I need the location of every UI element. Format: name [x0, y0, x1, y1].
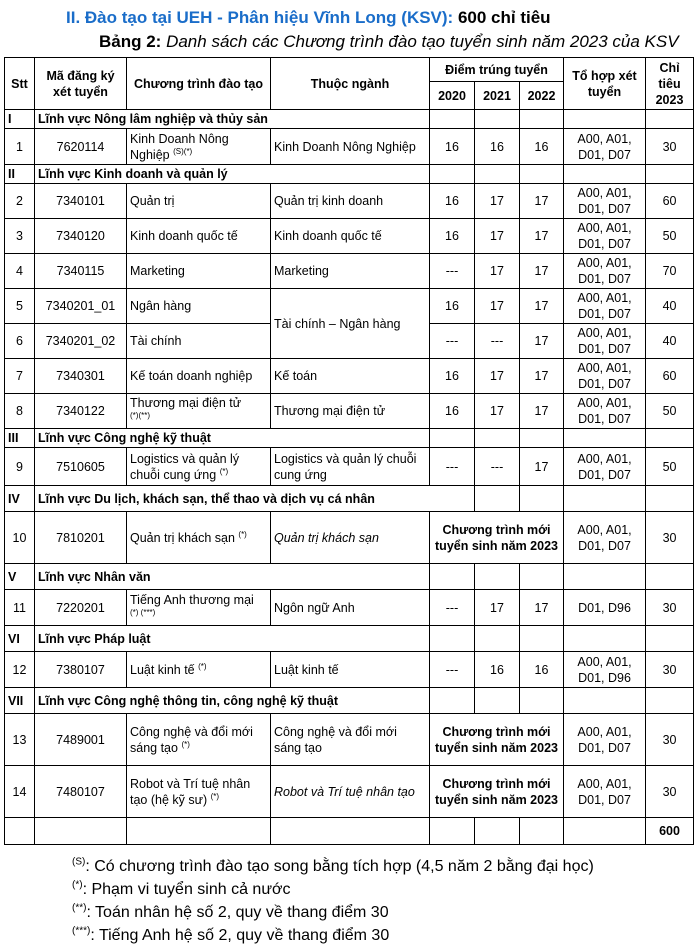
row-2022: 17	[520, 184, 564, 219]
row-2021: 17	[475, 590, 520, 626]
footnote: (***): Tiếng Anh hệ số 2, quy về thang điểm 30	[72, 925, 390, 944]
row-quota: 30	[646, 129, 694, 165]
section-row	[5, 564, 694, 590]
col-major: Thuộc ngành	[271, 58, 430, 110]
section-name: Lĩnh vực Kinh doanh và quản lý	[35, 165, 430, 184]
table-row	[5, 714, 694, 766]
title-prefix: II. Đào tạo tại UEH - Phân hiệu Vĩnh Long (KSV):	[66, 8, 454, 27]
row-2020: 16	[430, 289, 475, 324]
col-score-group: Điểm trúng tuyển	[430, 58, 564, 82]
footnote-mark: (*)	[72, 879, 83, 891]
row-2020: 16	[430, 394, 475, 429]
row-program: Kế toán doanh nghiệp	[127, 359, 271, 394]
row-quota: 60	[646, 359, 694, 394]
footnotes	[72, 855, 594, 947]
row-stt: 14	[5, 766, 35, 818]
row-code: 7340120	[35, 219, 127, 254]
row-major: Logistics và quản lý chuỗi cung ứng	[271, 448, 430, 486]
row-quota: 40	[646, 324, 694, 359]
table-row	[5, 129, 694, 165]
row-combo: A00, A01, D01, D07	[564, 254, 646, 289]
row-code: 7340115	[35, 254, 127, 289]
col-2022: 2022	[520, 82, 564, 110]
section-name: Lĩnh vực Công nghệ thông tin, công nghệ kỹ thuật	[35, 688, 430, 714]
row-combo: A00, A01, D01, D07	[564, 184, 646, 219]
table-row	[5, 394, 694, 429]
row-code: 7340301	[35, 359, 127, 394]
row-major: Quản trị khách sạn	[271, 512, 430, 564]
row-combo: A00, A01, D01, D07	[564, 714, 646, 766]
caption-label: Bảng 2:	[99, 32, 162, 51]
row-stt: 4	[5, 254, 35, 289]
footnote-mark: (*)	[198, 661, 207, 671]
row-quota: 30	[646, 766, 694, 818]
footnote-mark: (*)	[219, 466, 229, 476]
section-row	[5, 165, 694, 184]
row-program: Luật kinh tế (*)	[127, 652, 271, 688]
row-program: Logistics và quản lý chuỗi cung ứng (*)	[127, 448, 271, 486]
row-combo: A00, A01, D01, D96	[564, 652, 646, 688]
row-stt: 10	[5, 512, 35, 564]
row-2022: 17	[520, 324, 564, 359]
row-quota: 50	[646, 394, 694, 429]
row-program: Ngân hàng	[127, 289, 271, 324]
footnote: $^{(S)}$: Có chương trình đào tạo song bằng tích hợp (4,5 năm 2 bằng đại học)	[72, 856, 594, 875]
footnote-mark: (*) (***)	[130, 607, 156, 617]
row-2022: 17	[520, 219, 564, 254]
row-major: Tài chính – Ngân hàng	[271, 289, 430, 359]
row-code: 7380107	[35, 652, 127, 688]
section-name: Lĩnh vực Công nghệ kỹ thuật	[35, 429, 430, 448]
section-name: Lĩnh vực Du lịch, khách sạn, thể thao và dịch vụ cá nhân	[35, 486, 475, 512]
table-caption	[99, 32, 679, 52]
header-row-1	[5, 58, 694, 82]
section-roman: I	[5, 110, 35, 129]
row-major: Robot và Trí tuệ nhân tạo	[271, 766, 430, 818]
row-program: Thương mại điện tử (*)(**)	[127, 394, 271, 429]
row-stt: 3	[5, 219, 35, 254]
row-2021: ---	[475, 324, 520, 359]
row-2021: 17	[475, 394, 520, 429]
row-program: Quản trị	[127, 184, 271, 219]
row-stt: 2	[5, 184, 35, 219]
row-code: 7480107	[35, 766, 127, 818]
row-2021: 17	[475, 254, 520, 289]
section-row	[5, 688, 694, 714]
row-code: 7340201_01	[35, 289, 127, 324]
section-roman: III	[5, 429, 35, 448]
section-roman: II	[5, 165, 35, 184]
table-row	[5, 289, 694, 324]
row-2020: ---	[430, 652, 475, 688]
row-2020: ---	[430, 324, 475, 359]
row-stt: 12	[5, 652, 35, 688]
row-program: Kinh Doanh Nông Nghiệp $^{(S)(*)}$	[127, 129, 271, 165]
row-2021: 16	[475, 652, 520, 688]
row-combo: A00, A01, D01, D07	[564, 512, 646, 564]
row-code: 7340201_02	[35, 324, 127, 359]
col-quota: Chỉ tiêu 2023	[646, 58, 694, 110]
table-row	[5, 512, 694, 564]
footnote-mark: (*)	[210, 791, 220, 801]
row-major: Kế toán	[271, 359, 430, 394]
row-combo: D01, D96	[564, 590, 646, 626]
row-combo: A00, A01, D01, D07	[564, 324, 646, 359]
row-program: Tài chính	[127, 324, 271, 359]
row-2021: 16	[475, 129, 520, 165]
row-quota: 30	[646, 512, 694, 564]
section-name: Lĩnh vực Nông lâm nghiệp và thủy sản	[35, 110, 430, 129]
row-major: Thương mại điện tử	[271, 394, 430, 429]
row-code: 7510605	[35, 448, 127, 486]
row-2022: 17	[520, 448, 564, 486]
table-row	[5, 652, 694, 688]
row-combo: A00, A01, D01, D07	[564, 219, 646, 254]
total-row	[5, 818, 694, 845]
row-2020: 16	[430, 129, 475, 165]
row-2022: 17	[520, 289, 564, 324]
row-code: 7620114	[35, 129, 127, 165]
row-major: Kinh Doanh Nông Nghiệp	[271, 129, 430, 165]
footnote-mark: (*)(**)	[130, 410, 150, 420]
row-program: Tiếng Anh thương mại (*) (***)	[127, 590, 271, 626]
section-roman: V	[5, 564, 35, 590]
row-stt: 6	[5, 324, 35, 359]
row-code: 7340122	[35, 394, 127, 429]
row-program: Quản trị khách sạn (*)	[127, 512, 271, 564]
footnote-mark: (*)	[238, 529, 247, 539]
col-program: Chương trình đào tạo	[127, 58, 271, 110]
row-stt: 13	[5, 714, 35, 766]
row-2020: ---	[430, 254, 475, 289]
footnote-mark: (S)	[72, 856, 86, 868]
table-row	[5, 359, 694, 394]
row-quota: 40	[646, 289, 694, 324]
row-quota: 30	[646, 590, 694, 626]
col-code: Mã đăng ký xét tuyển	[35, 58, 127, 110]
row-program: Công nghệ và đổi mới sáng tạo (*)	[127, 714, 271, 766]
row-major: Công nghệ và đổi mới sáng tạo	[271, 714, 430, 766]
row-2022: 17	[520, 394, 564, 429]
section-roman: VI	[5, 626, 35, 652]
row-code: 7220201	[35, 590, 127, 626]
row-stt: 5	[5, 289, 35, 324]
table-row	[5, 254, 694, 289]
row-2022: 16	[520, 129, 564, 165]
row-2022: 17	[520, 590, 564, 626]
section-name: Lĩnh vực Nhân văn	[35, 564, 430, 590]
row-2021: 17	[475, 289, 520, 324]
col-2020: 2020	[430, 82, 475, 110]
row-2020: 16	[430, 184, 475, 219]
row-program: Robot và Trí tuệ nhân tạo (hệ kỹ sư) (*)	[127, 766, 271, 818]
row-combo: A00, A01, D01, D07	[564, 129, 646, 165]
section-row	[5, 110, 694, 129]
table-row	[5, 184, 694, 219]
row-major: Kinh doanh quốc tế	[271, 219, 430, 254]
row-major: Luật kinh tế	[271, 652, 430, 688]
row-stt: 8	[5, 394, 35, 429]
col-2021: 2021	[475, 82, 520, 110]
table-row	[5, 590, 694, 626]
row-2020: 16	[430, 219, 475, 254]
section-row	[5, 626, 694, 652]
row-stt: 7	[5, 359, 35, 394]
footnote-mark: (**)	[72, 902, 87, 914]
row-2022: 16	[520, 652, 564, 688]
row-2022: 17	[520, 254, 564, 289]
section-row	[5, 486, 694, 512]
row-2020: ---	[430, 590, 475, 626]
table-row	[5, 766, 694, 818]
row-quota: 50	[646, 448, 694, 486]
row-2021: 17	[475, 359, 520, 394]
new-program-note: Chương trình mới tuyển sinh năm 2023	[430, 512, 564, 564]
footnote-mark: (*)	[181, 739, 190, 749]
row-program: Marketing	[127, 254, 271, 289]
footnote: (*): Phạm vi tuyển sinh cả nước	[72, 879, 291, 898]
row-combo: A00, A01, D01, D07	[564, 289, 646, 324]
program-table	[4, 57, 694, 845]
section-roman: VII	[5, 688, 35, 714]
row-quota: 30	[646, 652, 694, 688]
row-quota: 60	[646, 184, 694, 219]
new-program-note: Chương trình mới tuyển sinh năm 2023	[430, 714, 564, 766]
total-quota: 600	[646, 818, 694, 845]
row-2020: ---	[430, 448, 475, 486]
row-2021: ---	[475, 448, 520, 486]
row-quota: 50	[646, 219, 694, 254]
row-program: Kinh doanh quốc tế	[127, 219, 271, 254]
row-code: 7489001	[35, 714, 127, 766]
title-suffix: 600 chỉ tiêu	[457, 8, 551, 27]
row-quota: 70	[646, 254, 694, 289]
table-row	[5, 448, 694, 486]
section-row	[5, 429, 694, 448]
new-program-note: Chương trình mới tuyển sinh năm 2023	[430, 766, 564, 818]
footnote-mark: (***)	[72, 925, 91, 937]
footnote-mark: (S)(*)	[173, 146, 193, 156]
page-title	[66, 8, 551, 28]
caption-text: Danh sách các Chương trình đào tạo tuyển sinh năm 2023 của KSV	[166, 32, 679, 51]
row-code: 7810201	[35, 512, 127, 564]
row-combo: A00, A01, D01, D07	[564, 766, 646, 818]
row-2022: 17	[520, 359, 564, 394]
section-roman: IV	[5, 486, 35, 512]
section-name: Lĩnh vực Pháp luật	[35, 626, 430, 652]
row-combo: A00, A01, D01, D07	[564, 359, 646, 394]
row-major: Marketing	[271, 254, 430, 289]
row-quota: 30	[646, 714, 694, 766]
col-stt: Stt	[5, 58, 35, 110]
row-major: Ngôn ngữ Anh	[271, 590, 430, 626]
row-stt: 1	[5, 129, 35, 165]
row-code: 7340101	[35, 184, 127, 219]
row-stt: 9	[5, 448, 35, 486]
footnote: (**): Toán nhân hệ số 2, quy về thang điểm 30	[72, 902, 389, 921]
row-2021: 17	[475, 219, 520, 254]
table-row	[5, 219, 694, 254]
row-major: Quản trị kinh doanh	[271, 184, 430, 219]
row-2020: 16	[430, 359, 475, 394]
row-combo: A00, A01, D01, D07	[564, 394, 646, 429]
row-2021: 17	[475, 184, 520, 219]
row-combo: A00, A01, D01, D07	[564, 448, 646, 486]
col-combo: Tổ hợp xét tuyển	[564, 58, 646, 110]
row-stt: 11	[5, 590, 35, 626]
